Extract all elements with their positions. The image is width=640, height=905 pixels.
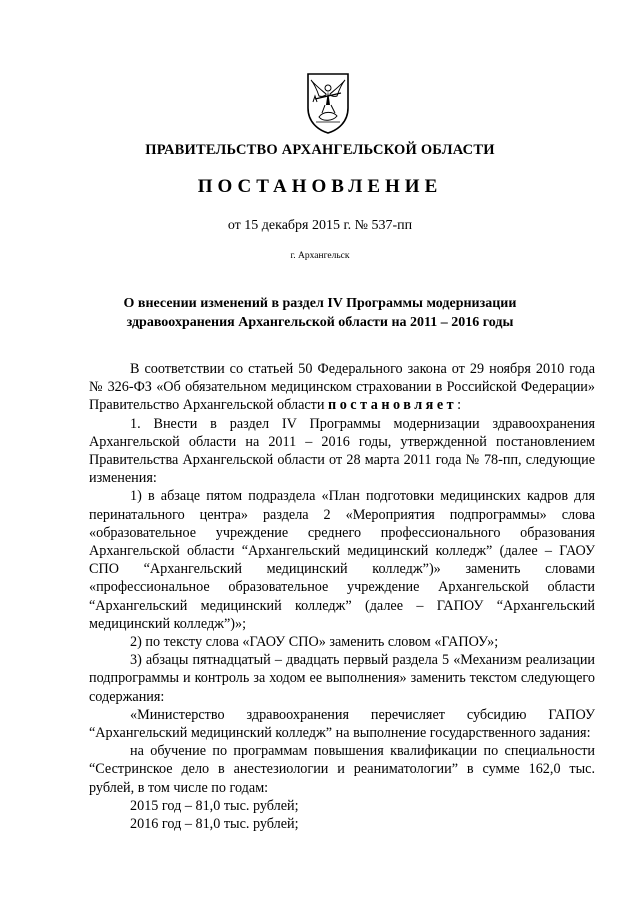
- document-title: [120, 294, 520, 332]
- paragraph-subitem-3: 3) абзацы пятнадцатый – двадцать первый раздела 5 «Механизм реализации подпрограммы и контроль за ходом ее выполнения» заменить текстом следующего содержания:: [89, 652, 595, 705]
- archangelsk-coat-of-arms-icon: [305, 72, 351, 134]
- document-city: г. Архангельск: [290, 251, 350, 261]
- document-type: ПОСТАНОВЛЕНИЕ: [197, 176, 443, 197]
- paragraph-year-2015: 2015 год – 81,0 тыс. рублей;: [130, 797, 299, 814]
- paragraph-training: на обучение по программам повышения квалификации по специальности “Сестринское дело в анестезиологии и реаниматологии” в сумме 162,0 тыс. рублей, в том числе по годам:: [89, 743, 595, 796]
- paragraph-quote-start: «Министерство здравоохранения перечисляет субсидию ГАПОУ “Архангельский медицинский колледж” на выполнение государственного задания:: [89, 706, 595, 742]
- paragraph-year-2016: 2016 год – 81,0 тыс. рублей;: [130, 816, 299, 833]
- document-date-number: от 15 декабря 2015 г. № 537-пп: [227, 218, 413, 233]
- preamble-colon: :: [457, 397, 462, 414]
- title-line-2: здравоохранения Архангельской области на 2011 – 2016 годы: [126, 315, 514, 330]
- paragraph-subitem-2: 2) по тексту слова «ГАОУ СПО» заменить словом «ГАПОУ»;: [130, 634, 499, 651]
- preamble-text: В соответствии со статьей 50 Федерального закона от 29 ноября 2010 года № 326-ФЗ «Об обязательном медицинском страховании в Российской Федерации» Правительство Архангельской области: [89, 361, 595, 414]
- paragraph-subitem-1: 1) в абзаце пятом подраздела «План подготовки медицинских кадров для перинатального центра» раздела 2 «Мероприятия подпрограммы» слова «образовательное учреждение среднего профессионального образования Архангельской области “Архангельский медицинский колледж” (далее – ГАОУ СПО “Архангельский медицинский колледж”)» заменить словами «профессиональное образовательное учреждение Архангельской области “Архангельский медицинский колледж” (далее – ГАПОУ “Архангельский медицинский колледж”)»;: [89, 488, 595, 632]
- document-body: [89, 360, 595, 833]
- title-line-1: О внесении изменений в раздел IV Программы модернизации: [123, 296, 517, 311]
- preamble-keyword: постановляет: [328, 397, 458, 414]
- paragraph-item-1: 1. Внести в раздел IV Программы модернизации здравоохранения Архангельской области на 2011 – 2016 годы, утвержденной постановлением Правительства Архангельской области от 28 марта 2011 года № 78-пп, следующие изменения:: [89, 415, 595, 487]
- paragraph-preamble: [89, 360, 595, 415]
- organization-name: ПРАВИТЕЛЬСТВО АРХАНГЕЛЬСКОЙ ОБЛАСТИ: [145, 142, 495, 158]
